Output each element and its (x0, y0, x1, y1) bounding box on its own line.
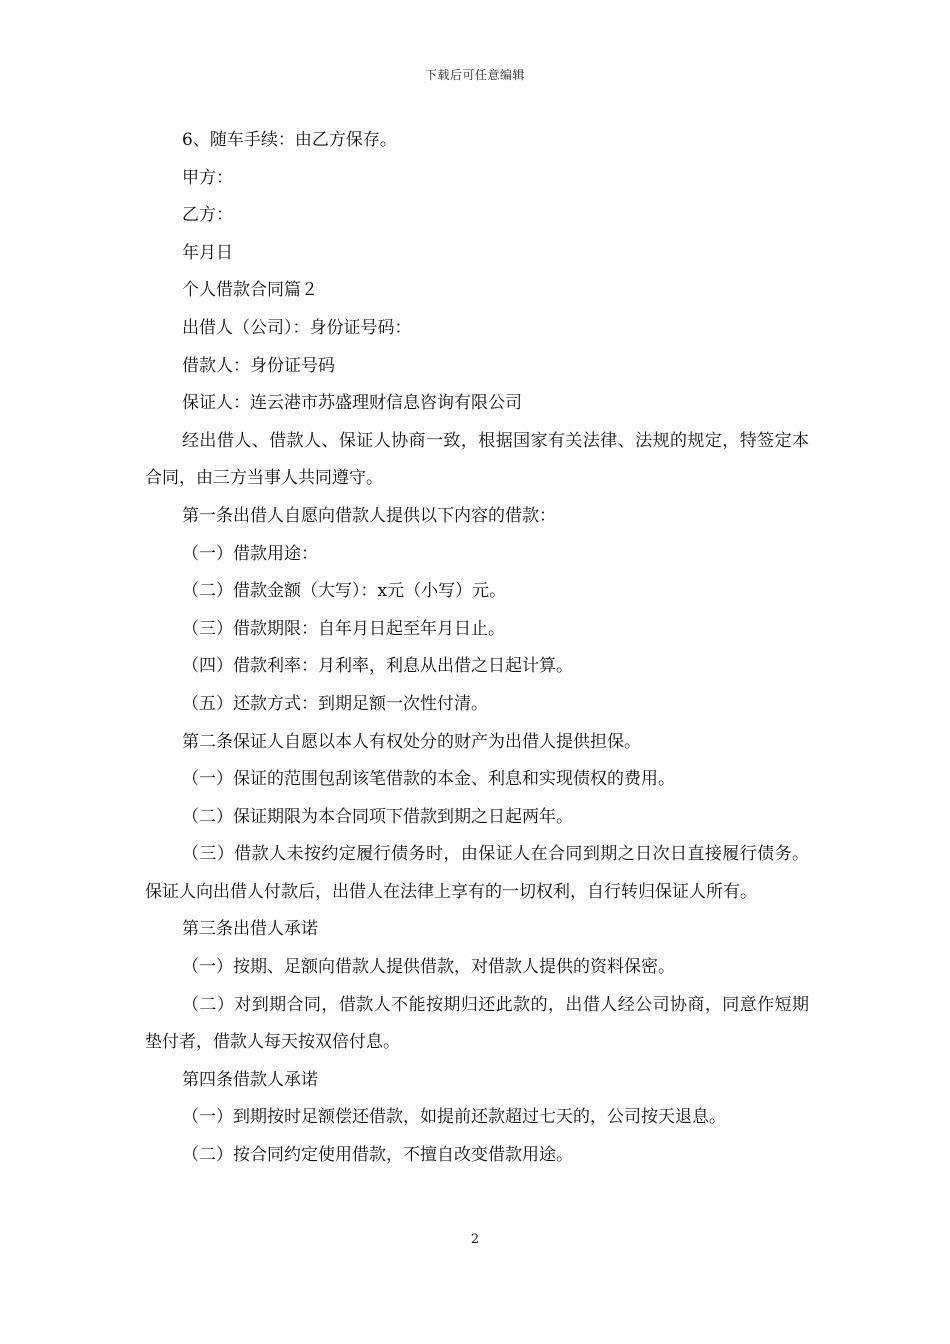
article-1-item-5: （五）还款方式：到期足额一次性付清。 (182, 693, 488, 714)
article-3-heading: 第三条出借人承诺 (182, 919, 318, 940)
article-3-item-2: （二）对到期合同，借款人不能按期归还此款的，出借人经公司协商，同意作短期垫付者，借款人每天按双倍付息。 (145, 994, 809, 1053)
article-2-heading: 第二条保证人自愿以本人有权处分的财产为出借人提供担保。 (182, 731, 641, 752)
paragraph-party-a: 甲方： (182, 167, 233, 188)
paragraph-vehicle-documents: 6、随车手续：由乙方保存。 (182, 130, 397, 150)
article-2-item-2: （二）保证期限为本合同项下借款到期之日起两年。 (182, 806, 573, 827)
article-1-item-4: （四）借款利率：月利率，利息从出借之日起计算。 (182, 656, 573, 677)
document-body (145, 122, 809, 1175)
article-3-item-1: （一）按期、足额向借款人提供借款，对借款人提供的资料保密。 (182, 957, 675, 978)
section-title: 个人借款合同篇２ (182, 280, 318, 301)
paragraph-date: 年月日 (182, 242, 233, 263)
article-4-item-2: （二）按合同约定使用借款，不擅自改变借款用途。 (182, 1145, 573, 1166)
article-1-item-2: （二）借款金额（大写）：x元（小写）元。 (182, 581, 507, 602)
page-number: 2 (470, 1232, 480, 1247)
article-1-heading: 第一条出借人自愿向借款人提供以下内容的借款： (182, 505, 556, 526)
page-header: 下载后可任意编辑 (424, 68, 525, 82)
article-2-item-1: （一）保证的范围包刮该笔借款的本金、利息和实现债权的费用。 (182, 769, 675, 790)
article-1-item-3: （三）借款期限：自年月日起至年月日止。 (182, 618, 505, 639)
article-2-item-3: （三）借款人未按约定履行债务时，由保证人在合同到期之日次日直接履行债务。保证人向出借人付款后，出借人在法律上享有的一切权利，自行转归保证人所有。 (145, 844, 809, 902)
paragraph-preamble: 经出借人、借款人、保证人协商一致，根据国家有关法律、法规的规定，特签定本合同，由三方当事人共同遵守。 (145, 430, 809, 489)
paragraph-lender: 出借人（公司）：身份证号码： (182, 317, 412, 338)
article-1-item-1: （一）借款用途： (182, 543, 318, 564)
paragraph-borrower: 借款人：身份证号码 (182, 355, 335, 376)
paragraph-guarantor: 保证人：连云港市苏盛理财信息咨询有限公司 (182, 393, 522, 414)
article-4-heading: 第四条借款人承诺 (182, 1069, 318, 1090)
paragraph-party-b: 乙方： (182, 205, 233, 226)
article-4-item-1: （一）到期按时足额偿还借款，如提前还款超过七天的，公司按天退息。 (182, 1107, 726, 1128)
